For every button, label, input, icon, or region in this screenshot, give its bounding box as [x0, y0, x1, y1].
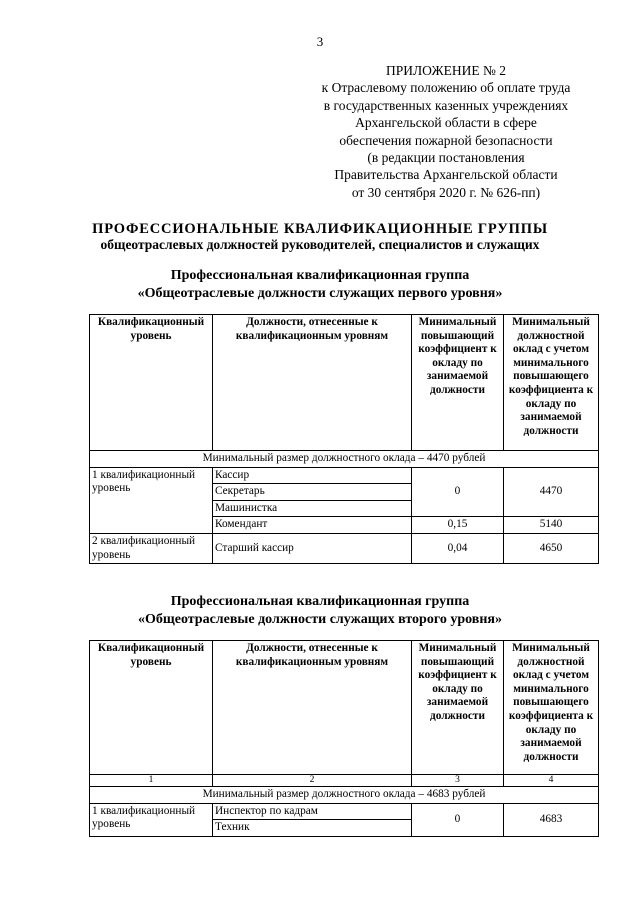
- group2-title: [0, 593, 640, 628]
- group1-table: [89, 314, 599, 564]
- column-number: 4: [504, 775, 599, 787]
- table-row: [90, 803, 599, 820]
- header-positions: Должности, отнесенные к квалификационным уровням: [213, 315, 412, 451]
- position-cell: Секретарь: [213, 484, 412, 501]
- header-salary: Минимальный должностной оклад с учетом минимального повышающего коэффициента к окладу по занимаемой должности: [504, 641, 599, 775]
- coef-cell: 0,15: [412, 517, 504, 534]
- coef-cell: 0,04: [412, 533, 504, 563]
- level-cell: 1 квалификационный уровень: [90, 467, 213, 533]
- document-title: ПРОФЕССИОНАЛЬНЫЕ КВАЛИФИКАЦИОННЫЕ ГРУППЫ: [92, 221, 548, 237]
- coef-cell: 0: [412, 803, 504, 836]
- appendix-line: в государственных казенных учреждениях: [323, 97, 569, 113]
- appendix-line: Архангельской области в сфере: [355, 115, 537, 131]
- position-cell: Техник: [213, 820, 412, 837]
- table-row: [90, 467, 599, 484]
- page-number: 3: [316, 34, 324, 49]
- level-cell: 1 квалификационный уровень: [90, 803, 213, 836]
- header-level: Квалификационный уровень: [90, 315, 213, 451]
- table-header-row: [90, 641, 599, 775]
- group2-table: [89, 640, 599, 837]
- position-cell: Комендант: [213, 517, 412, 534]
- position-cell: Инспектор по кадрам: [213, 803, 412, 820]
- header-coef: Минимальный повышающий коэффициент к окладу по занимаемой должности: [412, 315, 504, 451]
- position-cell: Машинистка: [213, 500, 412, 517]
- header-salary: Минимальный должностной оклад с учетом минимального повышающего коэффициента к окладу по занимаемой должности: [504, 315, 599, 451]
- position-cell: Старший кассир: [213, 533, 412, 563]
- header-positions: Должности, отнесенные к квалификационным уровням: [213, 641, 412, 775]
- appendix-line: от 30 сентября 2020 г. № 626-пп): [351, 184, 541, 200]
- min-salary: Минимальный размер должностного оклада – 4470 рублей: [90, 451, 599, 468]
- table-header-row: [90, 315, 599, 451]
- column-number: 1: [90, 775, 213, 787]
- appendix-line: обеспечения пожарной безопасности: [339, 132, 553, 148]
- header-coef: Минимальный повышающий коэффициент к окладу по занимаемой должности: [412, 641, 504, 775]
- document-subtitle: общеотраслевых должностей руководителей, специалистов и служащих: [100, 237, 540, 252]
- column-number-row: [90, 775, 599, 787]
- column-number: 3: [412, 775, 504, 787]
- appendix-line: Правительства Архангельской области: [334, 167, 558, 183]
- table-row: [90, 451, 599, 468]
- salary-cell: 4650: [504, 533, 599, 563]
- salary-cell: 4683: [504, 803, 599, 836]
- salary-cell: 5140: [504, 517, 599, 534]
- group1-title-line1: Профессиональная квалификационная группа: [170, 268, 470, 283]
- coef-cell: 0: [412, 467, 504, 517]
- position-cell: Кассир: [213, 467, 412, 484]
- group2-title-line2: «Общеотраслевые должности служащих второго уровня»: [138, 611, 502, 627]
- level-cell: 2 квалификационный уровень: [90, 533, 213, 563]
- table-row: [90, 787, 599, 804]
- appendix-block: [296, 62, 596, 201]
- appendix-line: (в редакции постановления: [367, 150, 525, 166]
- min-salary: Минимальный размер должностного оклада – 4683 рублей: [90, 787, 599, 804]
- group1-title: [0, 267, 640, 302]
- header-level: Квалификационный уровень: [90, 641, 213, 775]
- group2-title-line1: Профессиональная квалификационная группа: [170, 594, 470, 609]
- appendix-line: к Отраслевому положению об оплате труда: [321, 80, 571, 96]
- group1-title-line2: «Общеотраслевые должности служащих первого уровня»: [137, 285, 503, 301]
- column-number: 2: [213, 775, 412, 787]
- table-row: [90, 533, 599, 563]
- salary-cell: 4470: [504, 467, 599, 517]
- appendix-line: ПРИЛОЖЕНИЕ № 2: [385, 63, 507, 78]
